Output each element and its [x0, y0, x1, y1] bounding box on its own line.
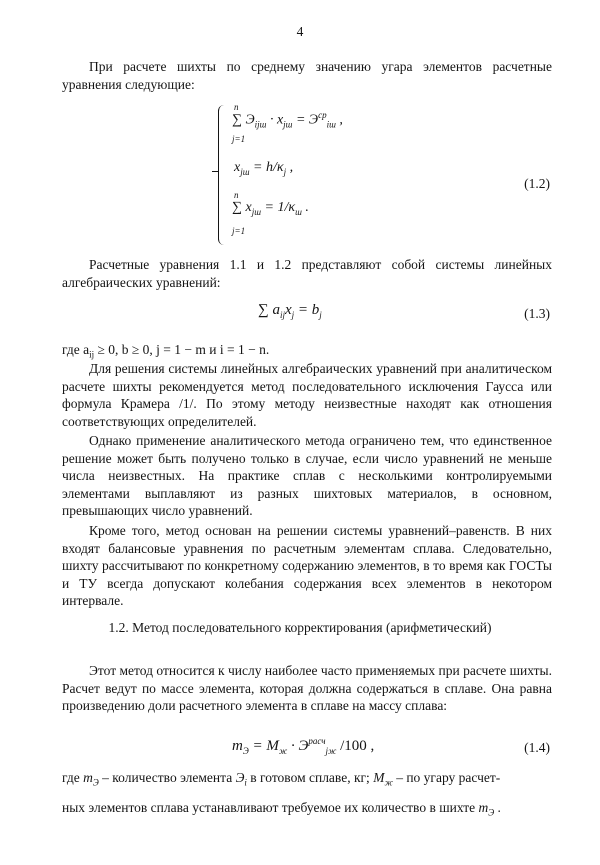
equation-1-2-line-3: ∑ $x_{jш} = 1/\kappa_ш$ . — [232, 200, 309, 217]
gauss-paragraph: Для решения системы линейных алгебраических уравнений при аналитическом расчете шихты рекомендуется метод последовательного исключения Гаусса или формула Крамера /1/. По этому методу неизвестные находят как отношения соответствующих определителей. — [62, 361, 552, 429]
equation-1-2-line-2: $x_{jш} = h/\kappa_j$ , — [234, 160, 294, 177]
equation-number-1-2: (1.2) — [524, 176, 550, 191]
sum-upper-limit-2: n — [234, 190, 239, 200]
equation-1-3-formula: ∑ $a_{ij}x_j = b_j$ — [258, 302, 322, 320]
limitation-paragraph: Однако применение аналитического метода ограничено тем, что единственное решение может быть получено только в случае, если число уравнений не меньше числа неизвестных. На практике сплав с несколькими контролируемыми элементами выплавляют из разных шихтовых материалов, в основном, превышающих число уравнений. — [62, 433, 552, 518]
method-paragraph: Этот метод относится к числу наиболее часто применяемых при расчете шихты. Расчет ведут по массе элемента, которая должна содержаться в сплаве. Она равна произведению доли расчетного элемента в сплаве на массу сплава: — [62, 663, 552, 713]
equation-1-4-legend-line-1: где $m_Э$ – количество элемента $Э_i$ в готовом сплаве, кг; $M_ж$ – по угару расчет- — [62, 770, 501, 788]
equation-1-3-conditions: где $a_{ij} \ge 0$, b ≥ 0, j = 1 − m и i = 1 − n. — [62, 342, 270, 360]
besides-paragraph: Кроме того, метод основан на решении системы уравнений–равенств. В них входят балансовые уравнения по расчетным элементам сплава. Следовательно, шихту рассчитывают по конкретному содержанию элементов, в то время как ГОСТы и ТУ всегда допускают колебания содержания всех элементов в некотором интервале. — [62, 523, 552, 608]
equation-1-4-formula: $m_Э = M_ж \cdot Э^{расч}_{jж}$ /100 , — [232, 736, 375, 756]
page-number: 4 — [296, 24, 304, 39]
equation-1-2-line-1: ∑ $Э_{ijш} \cdot x_{jш} = Э^{ср}_{iш}$ , — [232, 110, 343, 130]
equation-1-4-legend-line-2: ных элементов сплава устанавливают требуемое их количество в шихте $m_Э$ . — [62, 800, 501, 818]
sum-lower-limit: j=1 — [232, 134, 246, 144]
equation-number-1-4: (1.4) — [524, 740, 550, 755]
sum-upper-limit: n — [234, 102, 239, 112]
equation-number-1-3: (1.3) — [524, 306, 550, 321]
system-brace — [218, 105, 229, 245]
section-heading: 1.2. Метод последовательного корректирования (арифметический) — [108, 620, 492, 635]
sum-lower-limit-2: j=1 — [232, 226, 246, 236]
systems-paragraph: Расчетные уравнения 1.1 и 1.2 представляют собой системы линейных алгебраических уравнений: — [62, 257, 552, 290]
intro-paragraph: При расчете шихты по среднему значению угара элементов расчетные уравнения следующие: — [62, 59, 552, 92]
